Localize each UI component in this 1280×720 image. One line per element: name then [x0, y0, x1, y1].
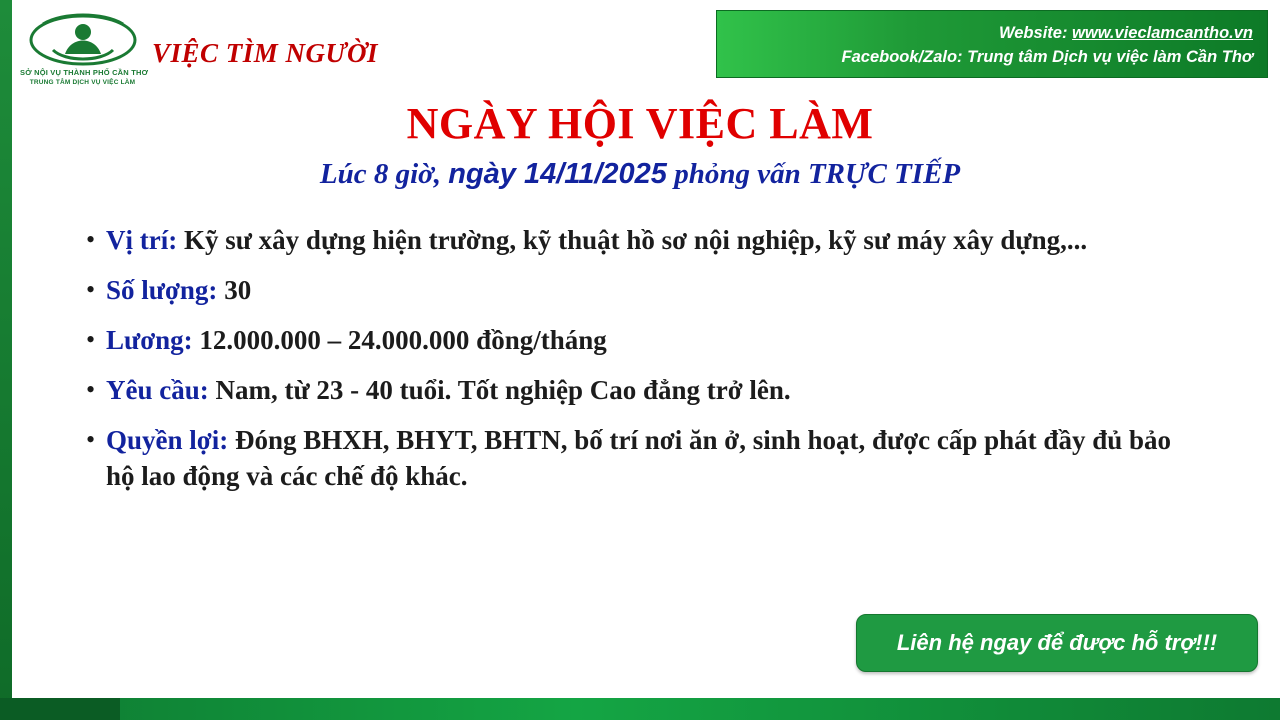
- list-item-body: [106, 422, 1206, 494]
- contact-website-link[interactable]: www.vieclamcantho.vn: [1072, 24, 1253, 42]
- bottom-green-band: [0, 698, 1280, 720]
- list-item-value: Kỹ sư xây dựng hiện trường, kỹ thuật hồ sơ nội nghiệp, kỹ sư máy xây dựng,...: [177, 225, 1088, 255]
- list-item-body: [106, 272, 1206, 308]
- page-title: NGÀY HỘI VIỆC LÀM: [406, 99, 874, 148]
- page-subtitle: [0, 158, 1280, 191]
- list-item-label: Lương:: [106, 325, 193, 355]
- bullet-marker: •: [86, 325, 96, 354]
- list-item-body: [106, 322, 1206, 358]
- organization-logo: [20, 10, 149, 96]
- contact-info-box: [716, 10, 1268, 78]
- contact-website-label: Website:: [998, 24, 1068, 42]
- bullet-marker: •: [86, 375, 96, 404]
- list-item-label: Quyền lợi:: [106, 425, 229, 455]
- list-item: [86, 422, 1206, 494]
- contact-social-label: Facebook/Zalo:: [841, 48, 963, 66]
- logo-text-line-2: TRUNG TÂM DỊCH VỤ VIỆC LÀM: [29, 79, 136, 86]
- bottom-band-accent: [0, 698, 120, 720]
- list-item: [86, 372, 1206, 408]
- list-item-body: [106, 372, 1206, 408]
- list-item-value: Nam, từ 23 - 40 tuổi. Tốt nghiệp Cao đẳng trở lên.: [208, 375, 791, 405]
- subtitle-date: ngày 14/11/2025: [448, 158, 667, 190]
- contact-cta-label: Liên hệ ngay để được hỗ trợ!!!: [896, 630, 1218, 655]
- list-item-label: Vị trí:: [106, 225, 178, 255]
- list-item-body: [106, 222, 1206, 258]
- person-in-leaf-logo-icon: [20, 10, 145, 68]
- header-kicker: VIỆC TÌM NGƯỜI: [152, 38, 378, 68]
- bullet-marker: •: [86, 425, 96, 454]
- contact-social-value: Trung tâm Dịch vụ việc làm Cần Thơ: [967, 48, 1253, 66]
- list-item-label: Yêu cầu:: [106, 375, 209, 405]
- contact-social-line: [717, 45, 1253, 69]
- list-item: [86, 222, 1206, 258]
- list-item: [86, 322, 1206, 358]
- bullet-marker: •: [86, 275, 96, 304]
- contact-cta-button[interactable]: [856, 614, 1258, 672]
- list-item-value: Đóng BHXH, BHYT, BHTN, bố trí nơi ăn ở, sinh hoạt, được cấp phát đầy đủ bảo hộ lao động và các chế độ khác.: [106, 425, 1171, 491]
- contact-website-line: [717, 21, 1253, 45]
- subtitle-suffix: phỏng vấn TRỰC TIẾP: [666, 158, 961, 190]
- list-item: [86, 272, 1206, 308]
- bullet-marker: •: [86, 225, 96, 254]
- list-item-value: 30: [217, 275, 252, 305]
- job-details-list: [86, 222, 1206, 508]
- subtitle-prefix: Lúc 8 giờ,: [319, 158, 449, 190]
- logo-text-line-1: SỞ NỘI VỤ THÀNH PHỐ CẦN THƠ: [20, 68, 149, 77]
- list-item-value: 12.000.000 – 24.000.000 đồng/tháng: [192, 325, 607, 355]
- list-item-label: Số lượng:: [106, 275, 218, 305]
